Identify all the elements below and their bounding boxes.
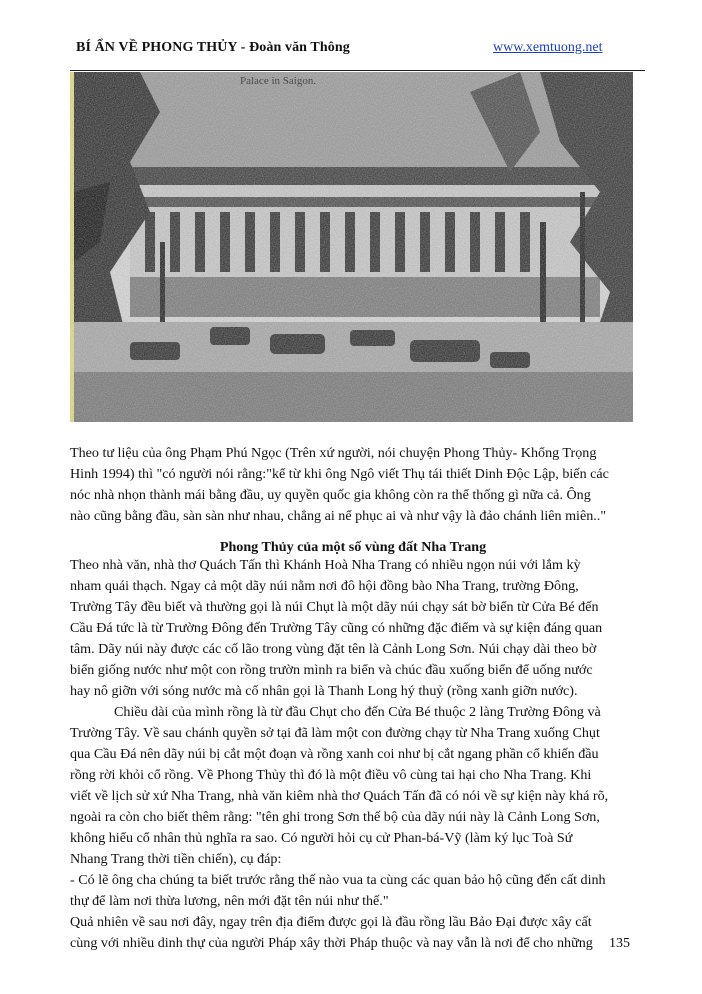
header-title: BÍ ẨN VỀ PHONG THỦY - Đoàn văn Thông — [76, 40, 350, 55]
text-line: Theo tư liệu của ông Phạm Phú Ngọc (Trên xứ người, nói chuyện Phong Thủy- Khổng Trọng — [70, 445, 597, 461]
text-line: Cầu Đá tức là từ Trường Đông đến Trường Tây cũng có những đặc điểm và sự kiện đáng quan — [70, 620, 603, 636]
text-line: rồng rời khỏi cổ rồng. Về Phong Thủy thì đó là một điều vô cùng tai hại cho Nha Trang. Khi — [70, 767, 592, 783]
text-line: hay nô giỡn với sóng nước mà cổ nhân gọi là Thanh Long hý thuỷ (rồng xanh giỡn nước). — [70, 683, 578, 699]
text-line: Theo nhà văn, nhà thơ Quách Tấn thì Khánh Hoà Nha Trang có nhiều ngọn núi với lắm kỳ — [70, 557, 581, 573]
page-number: 135 — [609, 936, 630, 951]
text-line: Hinh 1994) thì "có người nói rằng:"kể từ khi ông Ngô viết Thụ tái thiết Dinh Độc Lập, biến các — [70, 466, 609, 482]
website-link[interactable]: www.xemtuong.net — [493, 40, 603, 55]
body-text — [70, 555, 636, 954]
text-line: nóc nhà nhọn thành mái bằng đầu, uy quyền quốc gia không còn ra thể thống gì nữa cả. Ông — [70, 487, 591, 503]
text-line: không hiểu cổ nhân thủ nghĩa ra sao. Có người hỏi cụ cử Phan-bá-Vỹ (làm ký lục Toà Sứ — [70, 830, 573, 846]
text-line: biển giống nước như một con rồng trườn mình ra biển và chúc đầu xuống biển để uống nước — [70, 662, 593, 678]
text-line: Nhang Trang thời tiền chiến), cụ đáp: — [70, 851, 282, 867]
text-line: tâm. Dãy núi này được các cố lão trong vùng đặt tên là Cảnh Long Sơn. Núi chạy dài theo bờ — [70, 641, 597, 657]
section-title: Phong Thủy của một số vùng đất Nha Trang — [219, 539, 487, 555]
palace-photo — [70, 72, 633, 422]
header-rule — [70, 70, 645, 71]
intro-paragraph — [70, 443, 636, 527]
text-line: Trường Tây đều biết và thường gọi là núi Chụt là một dãy núi chạy sát bờ biển từ Cửa Bé đến — [70, 599, 599, 615]
text-line: nham quái thạch. Ngay cả một dãy núi nằm nơi đô hội đồng bào Nha Trang, trường Đông, — [70, 578, 579, 594]
text-line: nào cũng bằng đầu, sàn sàn như nhau, chẳng ai nể phục ai và như vậy là đảo chánh liên miên.." — [70, 508, 607, 524]
text-line: - Có lẽ ông cha chúng ta biết trước rằng thế nào vua ta cùng các quan bảo hộ cũng đến cất dinh — [70, 872, 606, 888]
text-line: qua Cầu Đá nên dãy núi bị cắt một đoạn và rồng xanh coi như bị cắt ngang phần cổ khiến đầu — [70, 746, 599, 762]
text-line: Chiều dài của mình rồng là từ đầu Chụt cho đến Cửa Bé thuộc 2 làng Trường Đông và — [114, 704, 601, 720]
text-line: ngoài ra còn cho biết thêm rằng: "tên ghi trong Sơn thế bộ của dãy núi này là Cảnh Long Sơn, — [70, 809, 600, 825]
text-line: Quả nhiên về sau nơi đây, ngay trên địa điểm được gọi là đầu rồng lầu Bảo Đại được xây cất — [70, 914, 592, 930]
text-line: cùng với nhiều dinh thự của người Pháp xây thời Pháp thuộc và nay vẫn là nơi để cho những — [70, 935, 593, 951]
text-line: viết về lịch sử xứ Nha Trang, nhà văn kiêm nhà thơ Quách Tấn đã có nói về sự kiện này khá rõ, — [70, 788, 609, 804]
text-line: thự để làm nơi thừa lương, nên mới đặt tên núi như thế." — [70, 893, 389, 909]
text-line: Trường Tây. Về sau chánh quyền sở tại đã làm một con đường chạy từ Nha Trang xuống Chụt — [70, 725, 600, 741]
